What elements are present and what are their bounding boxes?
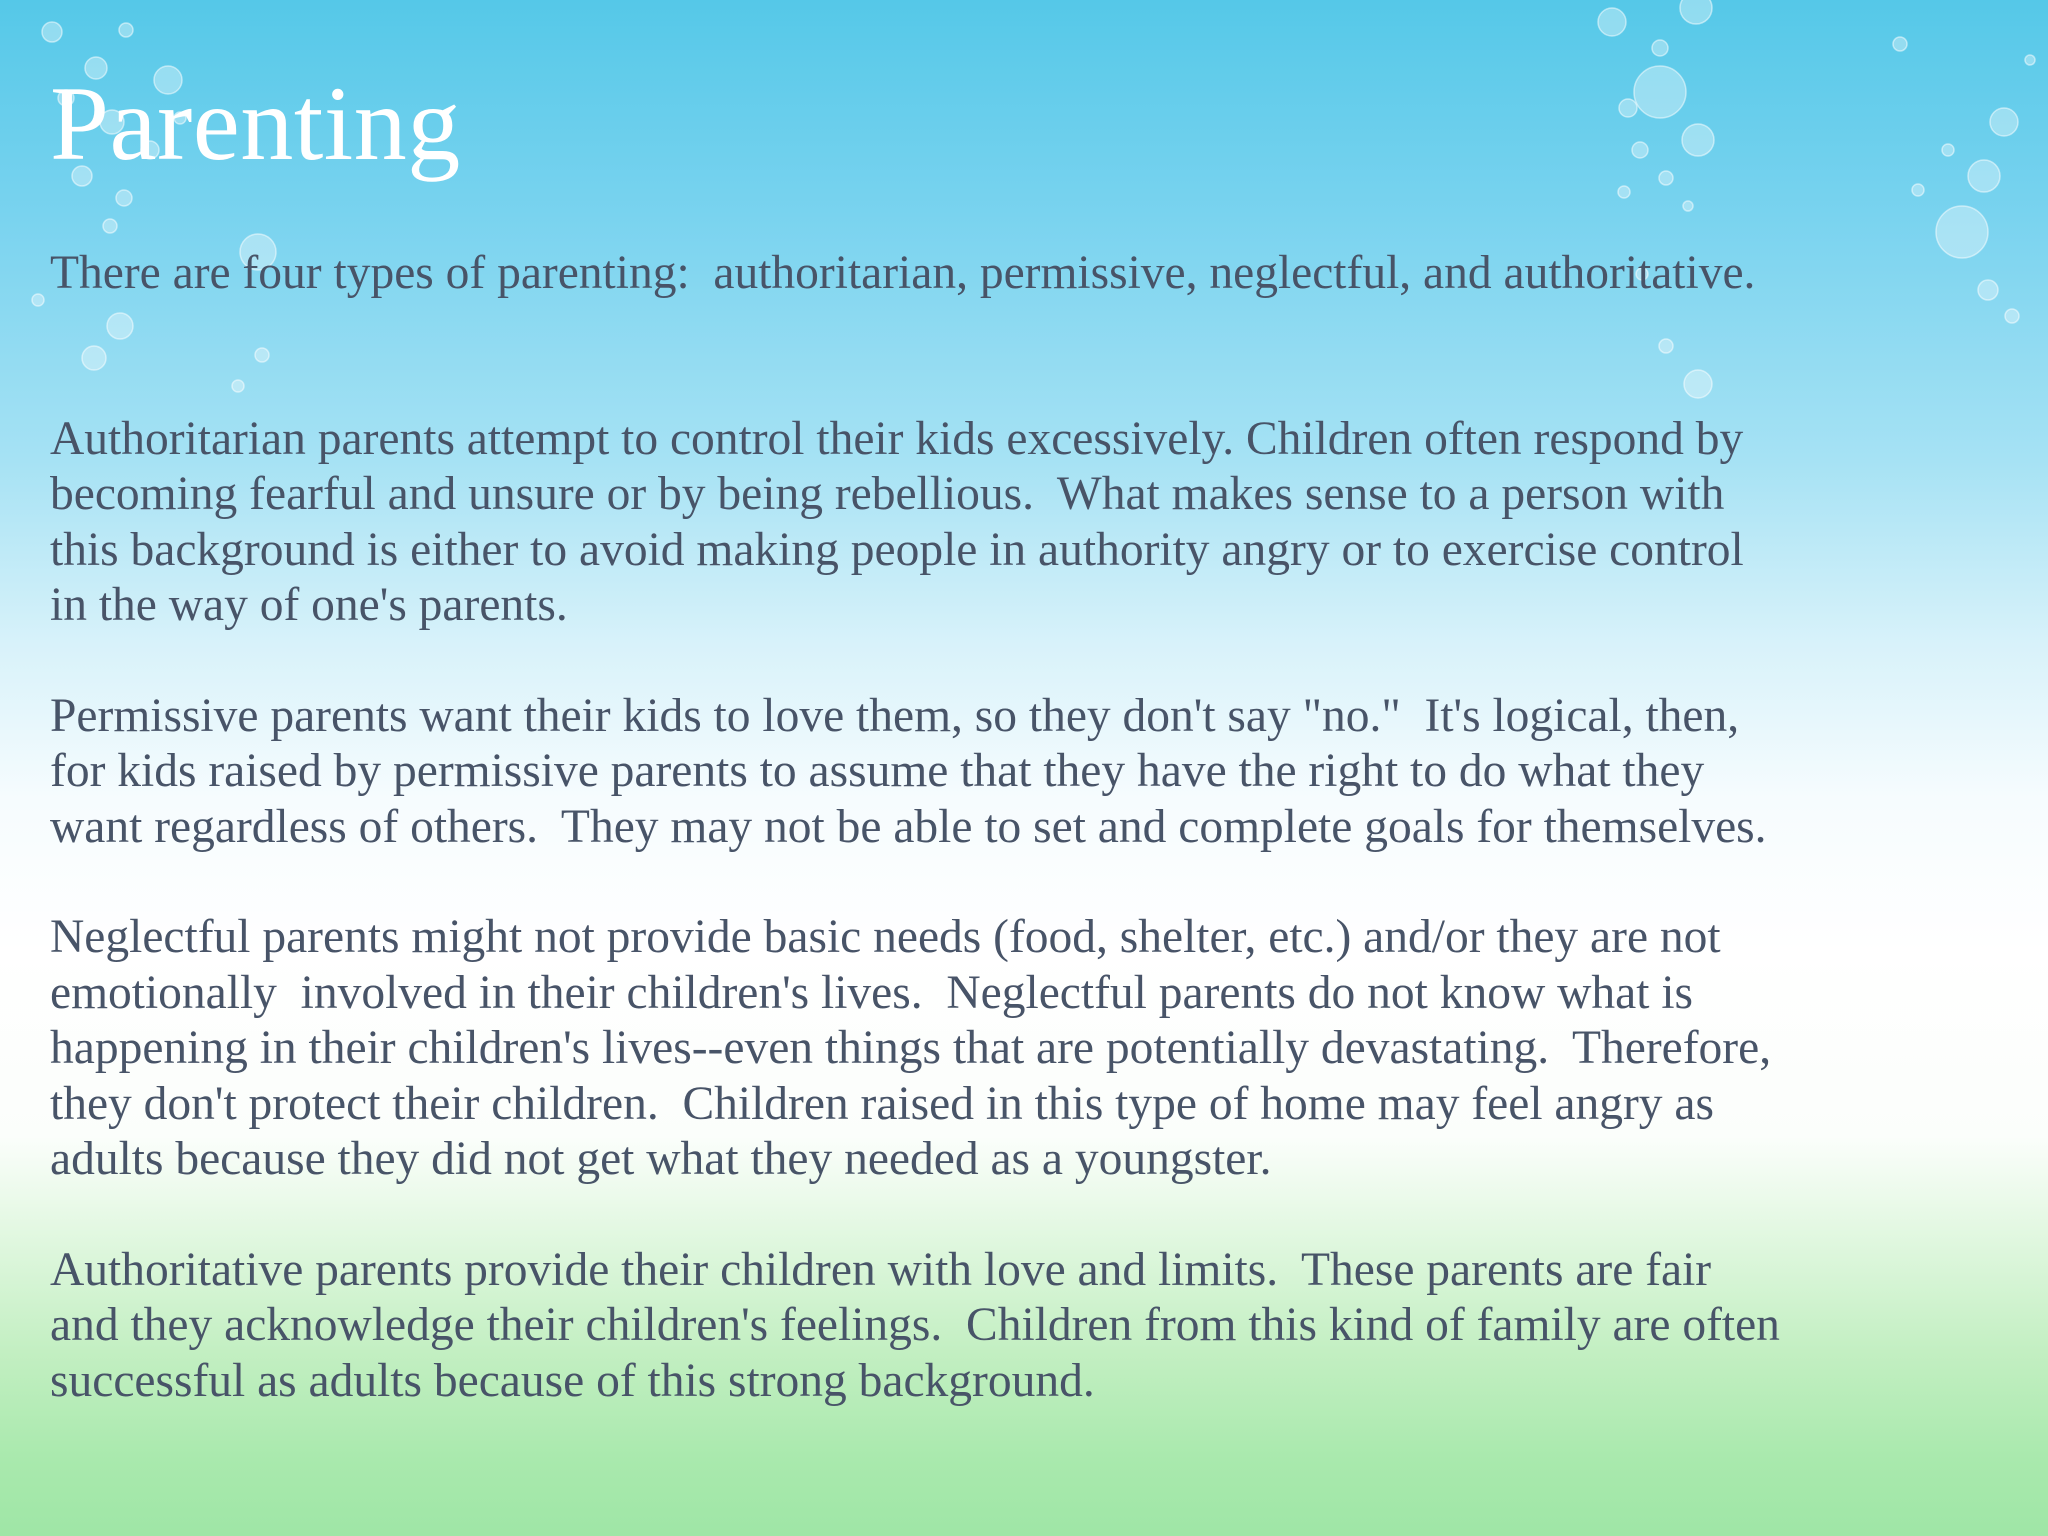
bubble: [1683, 201, 1693, 211]
bubble: [1990, 108, 2018, 136]
bubble: [1942, 144, 1954, 156]
paragraph-authoritative: Authoritative parents provide their children with love and limits. These parents are fair and they acknowledge their children's feelings. Children from this kind of family are often successful as adults because of this strong background.: [50, 1243, 1780, 1407]
bubble: [1634, 66, 1686, 118]
bubble: [1632, 142, 1648, 158]
paragraph-authoritarian: Authoritarian parents attempt to control their kids excessively. Children often respond by becoming fearful and unsure or by being rebellious. What makes sense to a person with this background is either to avoid making people in authority angry or to exercise control in the way of one's parents.: [50, 412, 1744, 631]
bubble: [116, 190, 132, 206]
bubble: [1618, 186, 1630, 198]
bubble: [2025, 55, 2035, 65]
paragraph-permissive: Permissive parents want their kids to love them, so they don't say "no." It's logical, then, for kids raised by permissive parents to assume that they have the right to do what they want regardless of others. They may not be able to set and complete goals for themselves.: [50, 689, 1767, 853]
bubble: [1680, 0, 1712, 24]
bubble: [1652, 40, 1668, 56]
bubble: [119, 23, 133, 37]
paragraph-neglectful: Neglectful parents might not provide basic needs (food, shelter, etc.) and/or they are not emotionally involved in their children's lives. Neglectful parents do not know what is happening in their children's lives--even things that are potentially devastating. Therefore, they don't protect their children. Children raised in this type of home may feel angry as adults because they did not get what they needed as a youngster.: [50, 911, 1772, 1185]
bubble: [1619, 99, 1637, 117]
slide-body: [50, 246, 2010, 1464]
bubble: [1968, 160, 2000, 192]
slide-title: Parenting: [50, 65, 461, 182]
bubble: [1682, 124, 1714, 156]
intro-text: There are four types of parenting: authoritarian, permissive, neglectful, and authoritative.: [50, 247, 1756, 299]
bubble: [1659, 171, 1673, 185]
bubble: [1893, 37, 1907, 51]
bubble: [103, 219, 117, 233]
bubble: [1598, 8, 1626, 36]
bubble: [1912, 184, 1924, 196]
bubble: [32, 294, 44, 306]
bubble: [42, 22, 62, 42]
